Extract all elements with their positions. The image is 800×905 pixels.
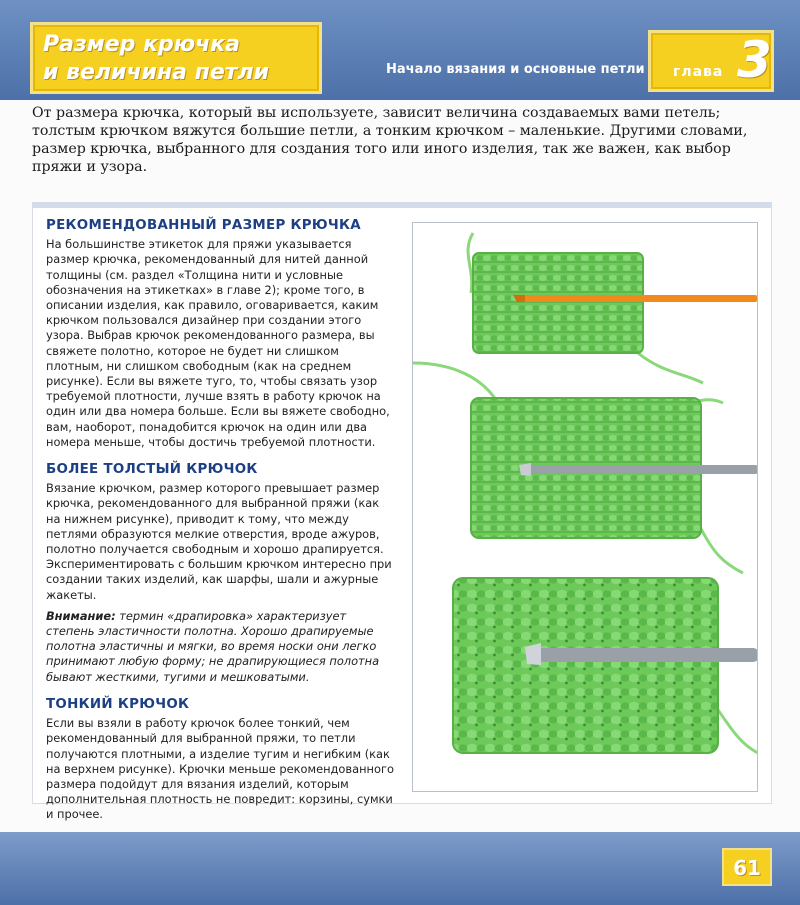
note-paragraph <box>46 609 396 685</box>
page-number-badge <box>722 848 772 886</box>
metal-hook-medium <box>523 465 758 474</box>
text-column <box>46 218 396 829</box>
swatch-photo <box>412 222 758 792</box>
note-term: Внимание: <box>46 608 116 623</box>
yarn-tail-3 <box>698 523 743 573</box>
chapter-badge <box>648 30 774 92</box>
heading-recommended: РЕКОМЕНДОВАННЫЙ РАЗМЕР КРЮЧКА <box>46 218 361 233</box>
swatch-loose <box>453 578 718 753</box>
text-recommended: На большинстве этикеток для пряжи указывается размер крючка, рекомендованный для нитей данной толщины (см. раздел «Толщина нити и условные обозначения на этикетках» в главе 2); кроме того, в описании изделия, как правило, оговаривается, каким крючком пользовался дизайнер при создании этого узора. Выбрав крючок рекомендованного размера, вы свяжете полотно, которое не будет ни слишком плотным, ни слишком свободным (как на среднем рисунке). Если вы вяжете туго, то, чтобы связать узор требуемой плотности, лучше взять в работу крючок на один или два номера больше. Если вы вяжете свободно, вам, наоборот, понадобится крючок на один или два номера меньше, чтобы достичь требуемой плотности. <box>46 237 390 449</box>
page-title-line1: Размер крючка <box>43 32 241 57</box>
heading-thin: ТОНКИЙ КРЮЧОК <box>46 696 190 712</box>
heading-thicker: БОЛЕЕ ТОЛСТЫЙ КРЮЧОК <box>46 462 258 478</box>
panel-stripe <box>32 202 772 208</box>
text-thin: Если вы взяли в работу крючок более тонкий, чем рекомендованный для выбранной пряжи, то петли получаются плотными, а изделие тугим и негибким (как на верхнем рисунке). Крючки меньше рекомендованного размера подойдут для вязания изделий, которым дополнительная плотность не повредит: корзины, сумки и прочее. <box>46 716 394 822</box>
yarn-tail-bottom <box>713 703 758 753</box>
note-text: термин «драпировка» характеризует степень эластичности полотна. Хорошо драпируемые полотна эластичны и мягки, во время носки они легко принимают любую форму; не драпирующиеся полотна бывают жесткими, тугими и мешковатыми. <box>46 608 380 684</box>
swatch-illustration <box>413 223 758 792</box>
footer-band <box>0 832 800 905</box>
page-title-line2: и величина петли <box>43 60 270 85</box>
chapter-number: 3 <box>737 31 772 89</box>
section-title: Начало вязания и основные петли <box>386 62 645 77</box>
swatch-tight <box>473 253 643 353</box>
page-title <box>30 22 322 94</box>
page-number: 61 <box>733 856 761 880</box>
text-thicker: Вязание крючком, размер которого превышает размер крючка, рекомендованного для выбранной пряжи (как на нижнем рисунке), приводит к тому, что между петлями образуются мелкие отверстия, вроде ажуров, полотно получается свободным и хорошо драпируется. Экспериментировать с большим крючком интересно при создании таких изделий, как шарфы, шали и ажурные жакеты. <box>46 481 392 602</box>
orange-hook <box>518 295 758 302</box>
metal-hook-large <box>528 648 758 662</box>
yarn-tail-1 <box>638 353 703 383</box>
intro-paragraph: От размера крючка, который вы используете, зависит величина создаваемых вами петель; толстым крючком вяжутся большие петли, а тонким крючком – маленькие. Другими словами, размер крючка, выбранного для создания того или иного изделия, так же важен, как выбор пряжи и узора. <box>32 105 748 175</box>
chapter-label: глава <box>673 64 724 80</box>
